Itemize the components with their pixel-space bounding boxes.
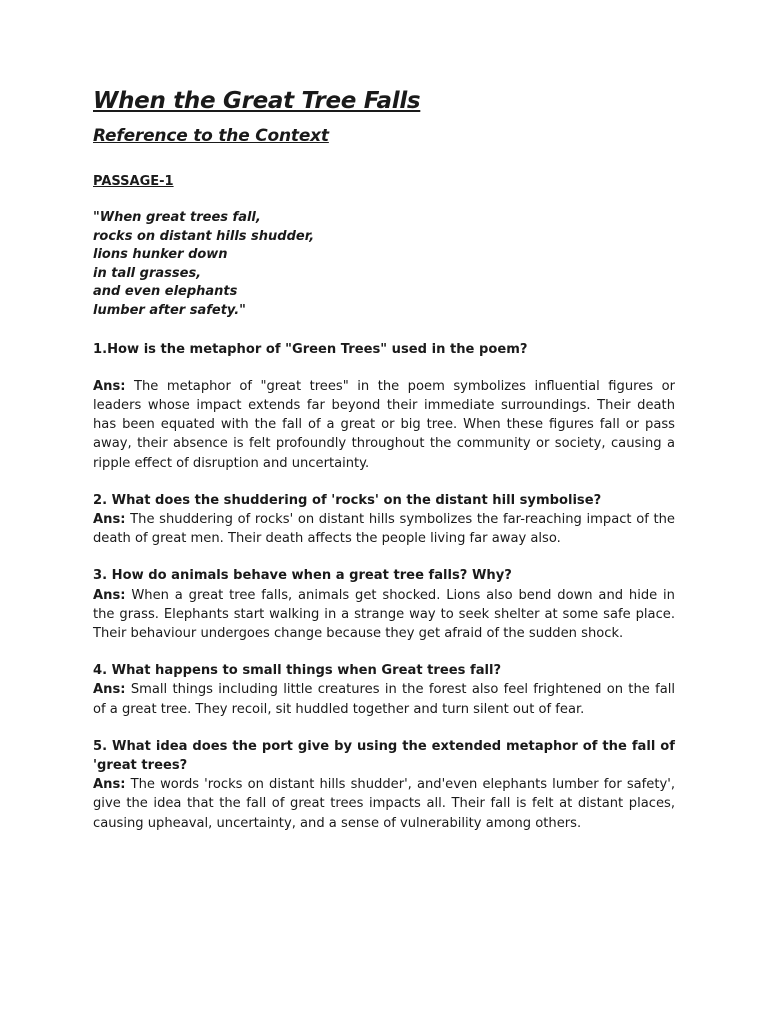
document-subtitle: Reference to the Context xyxy=(93,126,329,146)
answer-text xyxy=(93,586,675,644)
poem-line: and even elephants xyxy=(93,284,238,300)
answer-text xyxy=(93,775,675,833)
answer-label: Ans: xyxy=(93,511,126,527)
poem-line: lumber after safety." xyxy=(93,302,246,318)
question-text: 5. What idea does the port give by using the extended metaphor of the fall of 'great trees? xyxy=(93,738,675,774)
qa-item-3 xyxy=(93,566,675,643)
answer-label: Ans: xyxy=(93,378,126,394)
qa-item-2 xyxy=(93,491,675,549)
answer-body: The words 'rocks on distant hills shudder', and'even elephants lumber for safety', give the idea that the fall of great trees impacts all. Their fall is felt at distant places, causing upheaval, uncertainty, and a sense of vulnerability among others. xyxy=(93,777,675,831)
poem-excerpt xyxy=(93,209,675,321)
answer-label: Ans: xyxy=(93,682,126,698)
qa-item-1 xyxy=(93,340,675,473)
poem-line: rocks on distant hills shudder, xyxy=(93,228,315,244)
answer-body: The metaphor of "great trees" in the poem symbolizes influential figures or leaders whose impact extends far beyond their immediate surroundings. Their death has been equated with the fall of a great or big tree. When these figures fall or pass away, their absence is felt profoundly throughout the community or society, causing a ripple effect of disruption and uncertainty. xyxy=(93,378,675,471)
poem-line: lions hunker down xyxy=(93,247,228,263)
question-text: 1.How is the metaphor of "Green Trees" used in the poem? xyxy=(93,341,528,357)
answer-text xyxy=(93,680,675,718)
answer-text xyxy=(93,510,675,548)
answer-label: Ans: xyxy=(93,587,126,603)
answer-body: Small things including little creatures in the forest also feel frightened on the fall of a great tree. They recoil, sit huddled together and turn silent out of fear. xyxy=(93,682,676,717)
answer-body: When a great tree falls, animals get shocked. Lions also bend down and hide in the grass. Elephants start walking in a strange way to seek shelter at some safe place. Their behaviour undergoes change because they get afraid of the sudden shock. xyxy=(93,587,675,641)
poem-line: in tall grasses, xyxy=(93,265,202,281)
poem-line: "When great trees fall, xyxy=(93,210,261,225)
passage-heading: PASSAGE-1 xyxy=(93,174,174,189)
answer-body: The shuddering of rocks' on distant hills symbolizes the far-reaching impact of the death of great men. Their death affects the people living far away also. xyxy=(93,511,675,547)
document-title: When the Great Tree Falls xyxy=(93,88,421,114)
qa-item-5 xyxy=(93,737,675,833)
question-text: 3. How do animals behave when a great tree falls? Why? xyxy=(93,568,512,584)
answer-text xyxy=(93,377,675,473)
question-text: 4. What happens to small things when Great trees fall? xyxy=(93,663,502,679)
qa-item-4 xyxy=(93,661,675,719)
answer-label: Ans: xyxy=(93,777,126,793)
question-text: 2. What does the shuddering of 'rocks' on the distant hill symbolise? xyxy=(93,492,602,508)
